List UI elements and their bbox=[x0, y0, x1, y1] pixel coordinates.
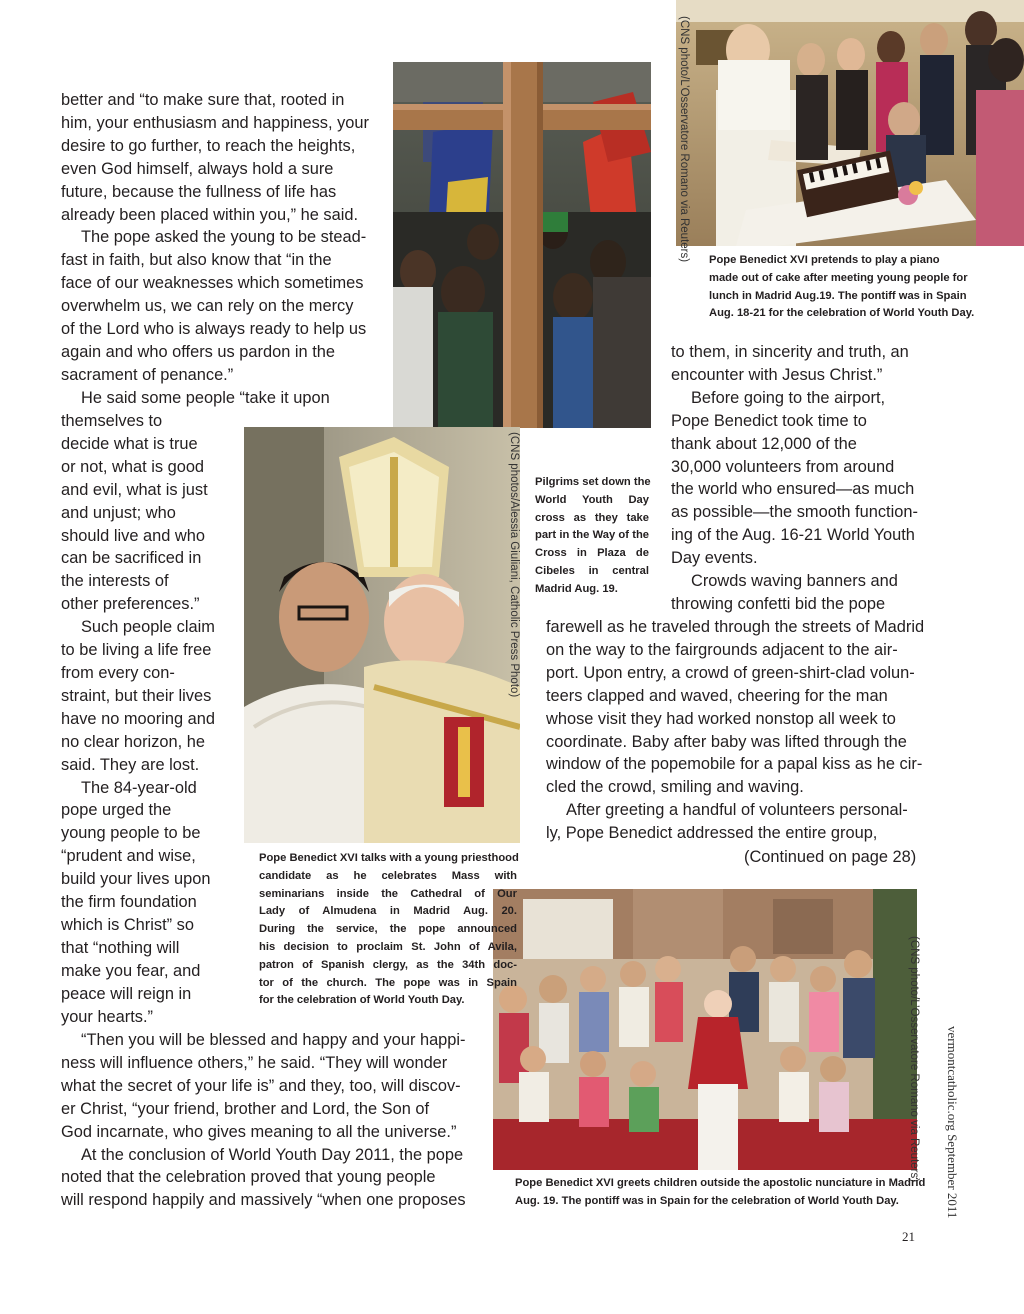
photo-priesthood-candidate-art bbox=[244, 427, 520, 843]
text-line: pope urged the bbox=[61, 801, 172, 820]
text-line: should live and who bbox=[61, 526, 205, 545]
text-line: young people to be bbox=[61, 824, 201, 843]
caption-children-nunciature bbox=[515, 1175, 926, 1211]
caption-line: Pilgrims set down the bbox=[535, 476, 651, 488]
text-line: the world who ensured—as much bbox=[671, 480, 915, 499]
photo-cake-piano-art bbox=[676, 0, 1024, 246]
caption-priesthood-candidate bbox=[259, 850, 517, 1010]
text-line: to be living a life free bbox=[61, 641, 212, 660]
text-line: noted that the celebration proved that young people bbox=[61, 1168, 436, 1187]
caption-line: World Youth Day bbox=[535, 493, 649, 506]
caption-cake-piano bbox=[709, 252, 975, 323]
photo-children-nunciature-art bbox=[493, 889, 917, 1170]
photo-credit-cake: (CNS photo/L’Osservatore Romano via Reuters) bbox=[678, 16, 690, 263]
photo-cake-piano bbox=[676, 0, 1024, 246]
text-line: face of our weaknesses which sometimes bbox=[61, 274, 364, 293]
text-line: Before going to the airport, bbox=[691, 388, 886, 407]
text-line: coordinate. Baby after baby was lifted through the bbox=[546, 732, 907, 751]
text-line: The 84-year-old bbox=[81, 778, 197, 797]
text-line: farewell as he traveled through the streets of Madrid bbox=[546, 618, 925, 636]
text-line: to them, in sincerity and truth, an bbox=[671, 343, 909, 361]
text-line: He said some people “take it upon bbox=[81, 388, 330, 407]
text-line: even God himself, always hold a sure bbox=[61, 159, 334, 178]
text-line: themselves to bbox=[61, 412, 163, 430]
column1-narrow-text bbox=[61, 410, 215, 1028]
text-line: window of the popemobile for a papal kiss as he cir- bbox=[546, 755, 923, 774]
text-line: and evil, what is just bbox=[61, 480, 208, 499]
column1-bottom-text bbox=[61, 1029, 466, 1212]
caption-line: Madrid Aug. 19. bbox=[535, 582, 618, 595]
text-line: thank about 12,000 of the bbox=[671, 434, 857, 453]
text-line: At the conclusion of World Youth Day 2011, the pope bbox=[81, 1145, 464, 1164]
caption-line: Aug. 19. The pontiff was in Spain for the celebration of World Youth Day. bbox=[515, 1194, 899, 1207]
column1-top-text bbox=[61, 89, 369, 410]
text-line: the firm foundation bbox=[61, 893, 197, 912]
text-line: will respond happily and massively “when one proposes bbox=[61, 1191, 466, 1210]
caption-line: Cibeles in central bbox=[535, 564, 649, 577]
caption-line: his decision to proclaim St. John of Avila, bbox=[259, 940, 517, 953]
text-line: sacrament of penance.” bbox=[61, 365, 234, 384]
caption-line: for the celebration of World Youth Day. bbox=[259, 994, 465, 1007]
text-line: other preferences.” bbox=[61, 595, 200, 614]
text-line: on the way to the fairgrounds adjacent to the air- bbox=[546, 640, 898, 659]
text-line: Such people claim bbox=[81, 618, 215, 637]
text-line: fast in faith, but also know that “in the bbox=[61, 251, 332, 270]
caption-line: lunch in Madrid Aug.19. The pontiff was in Spain bbox=[709, 289, 967, 302]
column2-upper-text bbox=[671, 341, 918, 616]
text-line: decide what is true bbox=[61, 434, 198, 453]
text-line: which is Christ” so bbox=[61, 915, 194, 934]
text-line: can be sacrificed in bbox=[61, 549, 202, 568]
continued-note: (Continued on page 28) bbox=[744, 848, 917, 866]
text-line: ly, Pope Benedict addressed the entire group, bbox=[546, 824, 878, 843]
photo-pilgrims-cross-art bbox=[393, 62, 651, 428]
text-line: cled the crowd, smiling and waving. bbox=[546, 778, 804, 797]
text-line: your hearts.” bbox=[61, 1007, 154, 1026]
text-line: encounter with Jesus Christ.” bbox=[671, 365, 883, 384]
caption-line: part in the Way of the bbox=[535, 529, 649, 542]
text-line: The pope asked the young to be stead- bbox=[81, 228, 367, 247]
text-line: again and who offers us pardon in the bbox=[61, 342, 335, 361]
caption-line: Cross in Plaza de bbox=[535, 547, 649, 560]
text-line: Pope Benedict took time to bbox=[671, 411, 867, 430]
text-line: as possible—the smooth function- bbox=[671, 503, 918, 522]
caption-line: tor of the church. The pope was in Spain bbox=[259, 976, 517, 989]
photo-credit-priest: (CNS photos/Alessia Giuliani, Catholic Press Photo) bbox=[508, 432, 520, 698]
photo-priesthood-candidate bbox=[244, 427, 520, 843]
text-line: him, your enthusiasm and happiness, your bbox=[61, 113, 369, 132]
caption-line: candidate as he celebrates Mass with bbox=[259, 869, 517, 882]
text-line: that “nothing will bbox=[61, 938, 180, 957]
text-line: 30,000 volunteers from around bbox=[671, 457, 895, 476]
text-line: teers clapped and waved, cheering for the man bbox=[546, 686, 888, 705]
caption-pilgrims-cross bbox=[535, 474, 649, 599]
caption-line: patron of Spanish clergy, as the 34th doc- bbox=[259, 958, 517, 971]
text-line: “prudent and wise, bbox=[61, 847, 196, 866]
column2-lower-text bbox=[546, 616, 924, 845]
text-line: or not, what is good bbox=[61, 457, 205, 476]
text-line: of the Lord who is always ready to help us bbox=[61, 320, 367, 339]
caption-line: Pope Benedict XVI talks with a young priesthood bbox=[259, 852, 519, 864]
caption-line: Pope Benedict XVI greets children outside the apostolic nunciature in Madrid bbox=[515, 1177, 926, 1189]
photo-pilgrims-cross bbox=[393, 62, 651, 428]
text-line: er Christ, “your friend, brother and Lord, the Son of bbox=[61, 1099, 430, 1118]
photo-credit-children: (CNS photo/L’Osservatore Romano via Reuters) bbox=[908, 936, 920, 1183]
text-line: said. They are lost. bbox=[61, 755, 200, 774]
text-line: ness will influence others,” he said. “They will wonder bbox=[61, 1053, 448, 1072]
text-line: throwing confetti bid the pope bbox=[671, 594, 886, 613]
text-line: future, because the fullness of life has bbox=[61, 182, 337, 201]
caption-line: Pope Benedict XVI pretends to play a piano bbox=[709, 254, 940, 266]
text-line: desire to go further, to reach the heights, bbox=[61, 136, 356, 155]
text-line: build your lives upon bbox=[61, 870, 211, 889]
caption-line: Aug. 18-21 for the celebration of World Youth Day. bbox=[709, 307, 975, 320]
text-line: straint, but their lives bbox=[61, 686, 212, 705]
text-line: the interests of bbox=[61, 572, 169, 591]
caption-line: Lady of Almudena in Madrid Aug. 20. bbox=[259, 905, 517, 918]
text-line: After greeting a handful of volunteers personal- bbox=[566, 801, 908, 820]
caption-line: During the service, the pope announced bbox=[259, 923, 517, 936]
text-line: overwhelm us, we can rely on the mercy bbox=[61, 297, 354, 316]
text-line: better and “to make sure that, rooted in bbox=[61, 91, 345, 109]
text-line: whose visit they had worked nonstop all week to bbox=[546, 709, 896, 728]
page-number: 21 bbox=[902, 1229, 915, 1244]
text-line: no clear horizon, he bbox=[61, 732, 205, 751]
side-footer-text: vermontcatholic.org September 2011 bbox=[945, 1026, 960, 1219]
text-line: port. Upon entry, a crowd of green-shirt-clad volun- bbox=[546, 663, 915, 682]
caption-line: seminarians inside the Cathedral of Our bbox=[259, 887, 517, 900]
caption-line: made out of cake after meeting young people for bbox=[709, 271, 968, 284]
text-line: peace will reign in bbox=[61, 984, 192, 1003]
text-line: have no mooring and bbox=[61, 709, 215, 728]
text-line: what the secret of your life is” and they, too, will discov- bbox=[61, 1076, 461, 1095]
photo-children-nunciature bbox=[493, 889, 917, 1170]
text-line: Crowds waving banners and bbox=[691, 572, 898, 591]
caption-line: cross as they take bbox=[535, 511, 649, 524]
text-line: make you fear, and bbox=[61, 961, 201, 980]
text-line: Day events. bbox=[671, 549, 758, 568]
text-line: God incarnate, who gives meaning to all the universe.” bbox=[61, 1122, 457, 1141]
text-line: and unjust; who bbox=[61, 503, 176, 522]
text-line: already been placed within you,” he said. bbox=[61, 205, 359, 224]
text-line: ing of the Aug. 16-21 World Youth bbox=[671, 526, 915, 545]
text-line: from every con- bbox=[61, 663, 175, 682]
text-line: “Then you will be blessed and happy and your happi- bbox=[81, 1031, 466, 1049]
